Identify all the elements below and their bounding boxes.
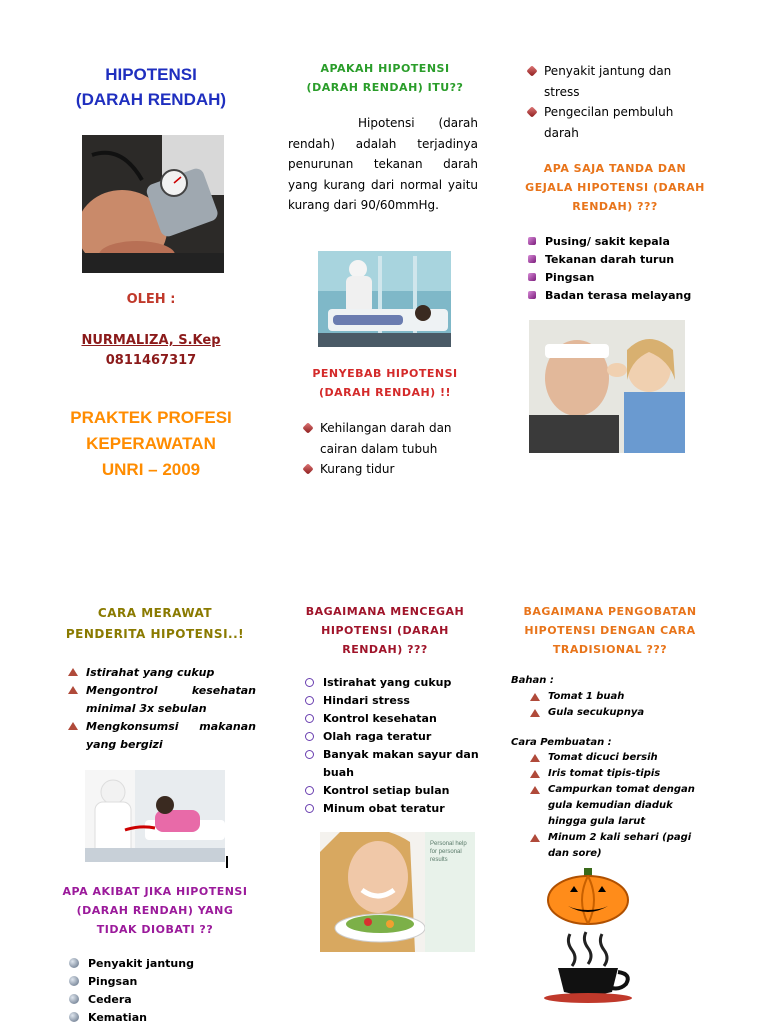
merawat-heading-2: PENDERITA HIPOTENSI..! — [65, 627, 245, 641]
penyebab-heading-2: (DARAH RENDAH) !! — [318, 386, 452, 399]
blood-pressure-photo — [82, 135, 224, 273]
book-cover-text: Personal help for personal results — [430, 841, 467, 863]
list-item: Campurkan tomat dengan gula kemudian diaduk hingga gula larut — [526, 782, 708, 830]
akibat-list — [66, 955, 256, 1027]
bahan-list — [526, 689, 706, 721]
list-item: Gula secukupnya — [526, 705, 706, 721]
list-item: Olah raga teratur — [301, 728, 481, 746]
apakah-heading-1: APAKAH HIPOTENSI — [320, 62, 450, 75]
penyebab-heading-1: PENYEBAB HIPOTENSI — [312, 367, 458, 380]
apakah-heading-2: (DARAH RENDAH) ITU?? — [306, 81, 464, 94]
list-item: Pingsan — [523, 269, 713, 287]
pengobatan-heading-3: TRADISIONAL ??? — [552, 643, 668, 656]
list-item: Kontrol kesehatan — [301, 710, 481, 728]
akibat-heading-2: (DARAH RENDAH) YANG — [76, 904, 234, 917]
bahan-label: Bahan : — [511, 675, 554, 686]
praktek-line1: PRAKTEK PROFESI — [70, 408, 232, 427]
gejala-list — [523, 233, 713, 305]
list-item: Kurang tidur — [298, 459, 480, 480]
oleh-label: OLEH : — [126, 292, 176, 307]
salad-woman-photo — [320, 832, 475, 952]
akibat-heading-3: TIDAK DIOBATI ?? — [96, 923, 214, 936]
list-item: Pengecilan pembuluh darah — [522, 102, 704, 143]
list-item: Penyakit jantung — [66, 955, 256, 973]
pengobatan-heading-1: BAGAIMANA PENGOBATAN — [523, 605, 697, 618]
gejala-heading-1: APA SAJA TANDA DAN — [543, 162, 687, 175]
list-item: Istirahat yang cukup — [64, 664, 256, 682]
list-item: Mengontrol kesehatan minimal 3x sebulan — [64, 682, 256, 718]
cara-label: Cara Pembuatan : — [511, 737, 612, 748]
list-item: Pusing/ sakit kepala — [523, 233, 713, 251]
list-item: Kematian — [66, 1009, 256, 1027]
merawat-heading-1: CARA MERAWAT — [97, 606, 213, 620]
mencegah-heading-3: RENDAH) ??? — [342, 643, 428, 656]
author-name: NURMALIZA, S.Kep — [81, 333, 221, 348]
list-item: Badan terasa melayang — [523, 287, 713, 305]
list-item: Tomat dicuci bersih — [526, 750, 708, 766]
apakah-paragraph: Hipotensi (darah rendah) adalah terjadinya penurunan tekanan darah yang kurang dari normal yaitu kurang dari 90/60mmHg. — [288, 116, 478, 212]
hospital-patient-photo — [318, 251, 451, 347]
list-item: Cedera — [66, 991, 256, 1009]
list-item: Minum 2 kali sehari (pagi dan sore) — [526, 830, 708, 862]
title-line1: HIPOTENSI — [105, 65, 197, 84]
cara-list — [526, 750, 708, 862]
list-item: Iris tomat tipis-tipis — [526, 766, 708, 782]
blood-draw-photo — [85, 770, 225, 862]
author-phone: 0811467317 — [105, 353, 197, 368]
gejala-heading-2: GEJALA HIPOTENSI (DARAH — [525, 181, 705, 194]
mencegah-list — [301, 674, 481, 818]
list-item: Tomat 1 buah — [526, 689, 706, 705]
gejala-heading-3: RENDAH) ??? — [572, 200, 658, 213]
list-item: Penyakit jantung dan stress — [522, 61, 704, 102]
list-item: Banyak makan sayur dan buah — [301, 746, 481, 782]
list-item: Minum obat teratur — [301, 800, 481, 818]
list-item: Kehilangan darah dan cairan dalam tubuh — [298, 418, 480, 459]
title-line2: (DARAH RENDAH) — [75, 90, 227, 109]
list-item: Kontrol setiap bulan — [301, 782, 481, 800]
penyebab-list-continued — [522, 61, 704, 143]
list-item: Istirahat yang cukup — [301, 674, 481, 692]
pumpkin-coffee-clipart — [540, 866, 640, 1004]
divider-mark — [226, 856, 228, 868]
list-item: Pingsan — [66, 973, 256, 991]
praktek-line3: UNRI – 2009 — [101, 460, 201, 479]
headache-photo — [529, 320, 685, 453]
akibat-heading-1: APA AKIBAT JIKA HIPOTENSI — [62, 885, 248, 898]
mencegah-heading-1: BAGAIMANA MENCEGAH — [305, 605, 465, 618]
praktek-line2: KEPERAWATAN — [86, 434, 216, 453]
list-item: Hindari stress — [301, 692, 481, 710]
list-item: Mengkonsumsi makanan yang bergizi — [64, 718, 256, 754]
penyebab-list — [298, 418, 480, 480]
merawat-list — [64, 664, 256, 754]
list-item: Tekanan darah turun — [523, 251, 713, 269]
pengobatan-heading-2: HIPOTENSI DENGAN CARA — [524, 624, 696, 637]
mencegah-heading-2: HIPOTENSI (DARAH — [321, 624, 449, 637]
